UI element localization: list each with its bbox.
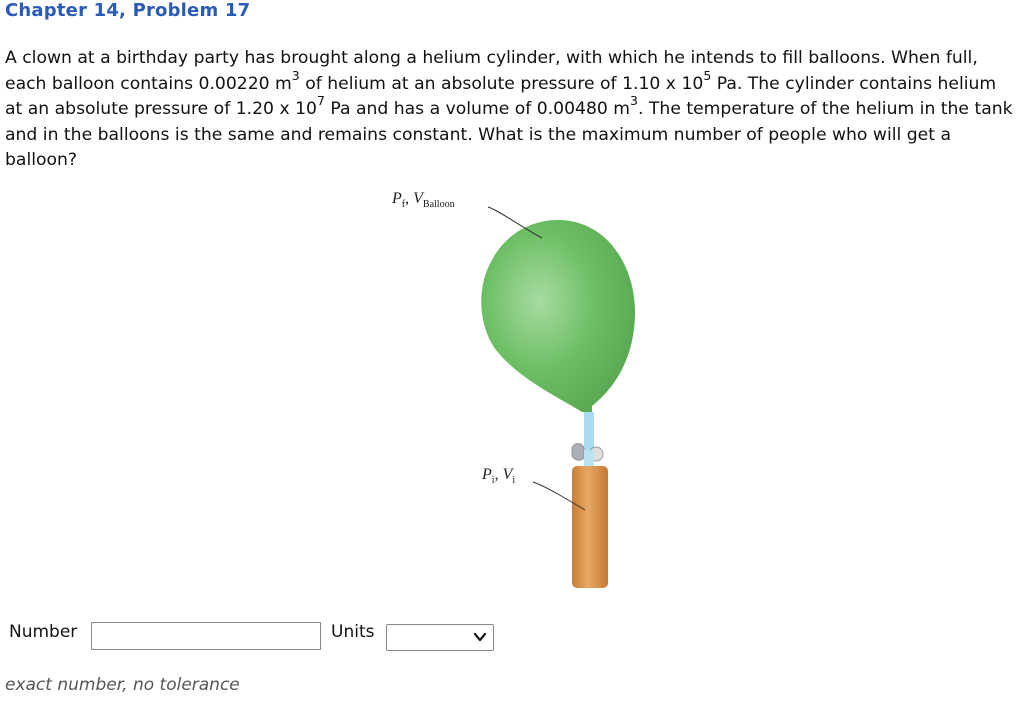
valve-handle — [572, 444, 584, 461]
problem-text-part: Pa. The cylinder contains helium at an absolute pressure of 1.20 x 10 — [5, 73, 997, 119]
units-label: Units — [331, 622, 375, 642]
problem-text-part: A clown at a birthday party has brought along a helium cylinder, with which he intends to fill balloons. When full, each balloon contains 0.00220 m — [5, 48, 978, 94]
units-dropdown[interactable] — [386, 624, 494, 651]
tank-label: $P_i$, $V_i$ — [482, 466, 516, 487]
problem-text-part: of helium at an absolute pressure of 1.10 x 10 — [299, 73, 704, 94]
superscript: 3 — [630, 93, 638, 109]
helium-tank — [572, 466, 608, 588]
valve-neck — [584, 450, 594, 466]
balloon-tank-figure — [370, 180, 660, 600]
problem-text — [5, 46, 1017, 174]
chevron-down-icon — [473, 629, 487, 649]
number-label: Number — [9, 622, 78, 642]
number-input[interactable] — [91, 622, 321, 650]
problem-text-part: . The temperature of the helium in the tank and in the balloons is the same and remains constant. What is the maximum number of people who will get a balloon? — [5, 99, 1013, 170]
balloon — [481, 220, 635, 412]
answer-hint: exact number, no tolerance — [5, 675, 240, 695]
balloon-tank-illustration — [370, 180, 660, 600]
superscript: 7 — [316, 93, 325, 109]
problem-title: Chapter 14, Problem 17 — [5, 0, 251, 21]
balloon-label: $P_f$, $V_{Balloon}$ — [392, 190, 455, 211]
superscript: 5 — [703, 67, 712, 83]
balloon-leader-line — [488, 207, 542, 238]
problem-text-part: Pa and has a volume of 0.00480 m — [324, 99, 631, 119]
superscript: 3 — [291, 67, 300, 83]
fill-tube — [584, 412, 594, 450]
